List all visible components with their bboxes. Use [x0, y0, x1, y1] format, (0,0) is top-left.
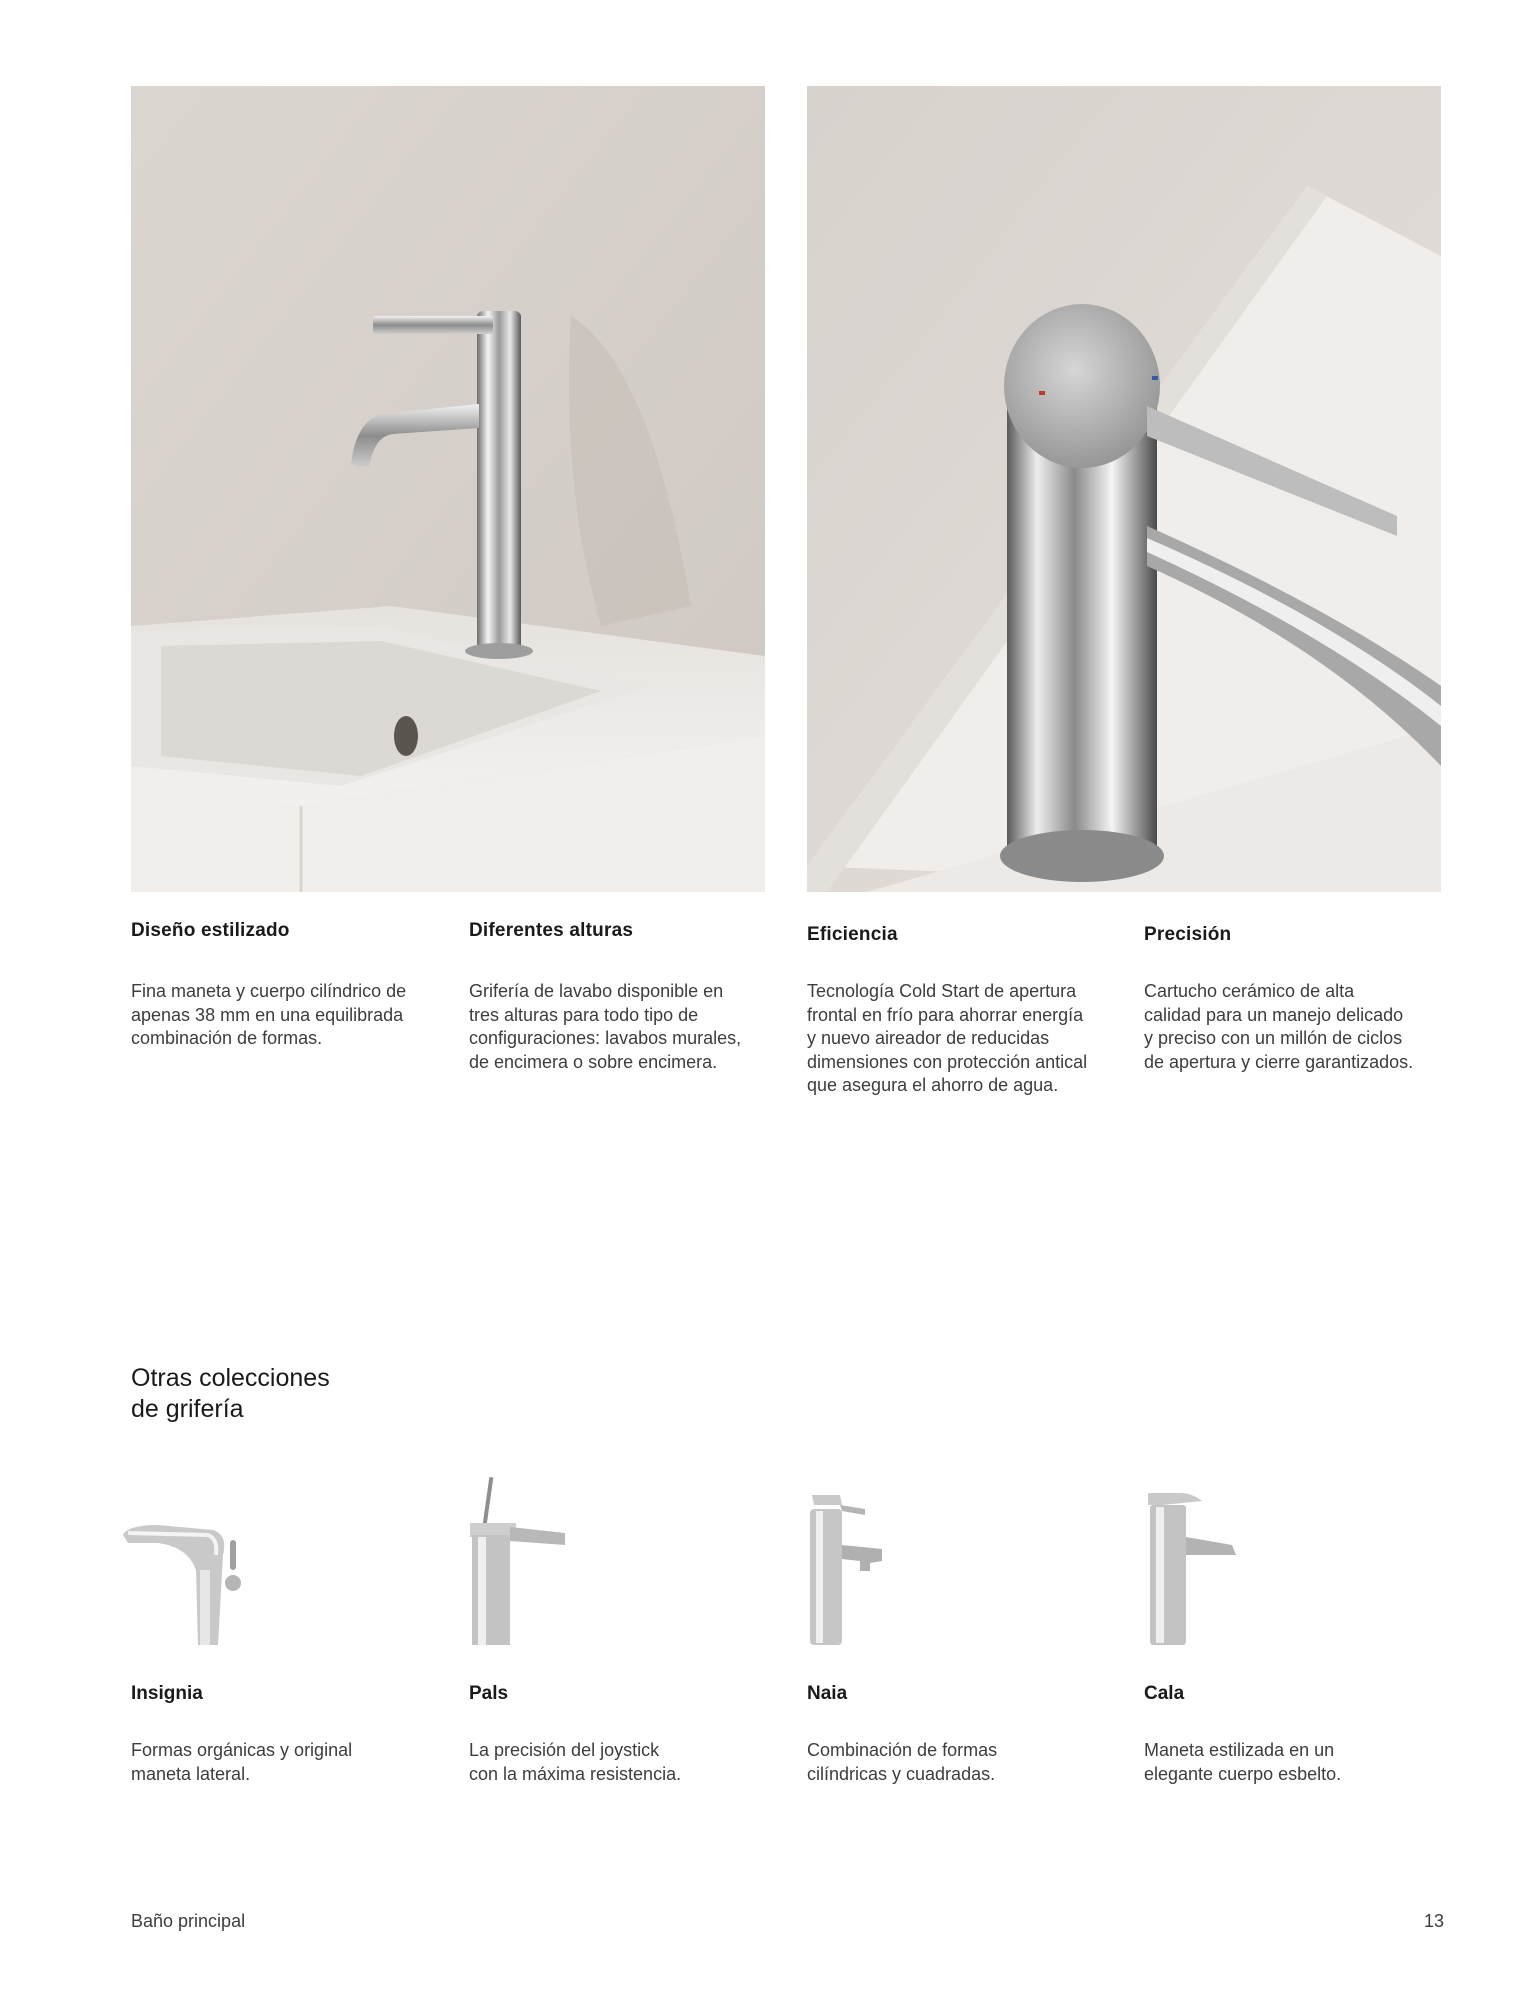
page-number: 13: [1423, 1911, 1444, 1931]
feature-title: Diseño estilizado: [131, 920, 290, 941]
feature-title: Precisión: [1144, 924, 1232, 945]
collection-description: Formas orgánicas y original maneta lateral.: [131, 1740, 353, 1784]
feature-description: Cartucho cerámico de alta calidad para un manejo delicado y preciso con un millón de ciclos de apertura y cierre garantizados.: [1144, 981, 1414, 1072]
collection-description: La precisión del joystick con la máxima resistencia.: [469, 1740, 682, 1784]
feature-title: Eficiencia: [807, 924, 898, 945]
collection-naia: [807, 1683, 1107, 1784]
feature-title: Diferentes alturas: [469, 920, 634, 941]
insignia-tap-image: [118, 1475, 248, 1645]
collection-name: Insignia: [131, 1683, 203, 1704]
collection-cala: [1144, 1683, 1444, 1784]
feature-precision: [1144, 924, 1444, 1072]
pals-tap-image: [460, 1475, 590, 1645]
section-title: Otras colecciones de grifería: [131, 1364, 330, 1423]
collection-insignia: [131, 1683, 431, 1784]
feature-different-heights: [469, 920, 769, 1072]
collection-name: Pals: [469, 1683, 509, 1704]
cala-tap-image: [1140, 1475, 1270, 1645]
feature-description: Tecnología Cold Start de apertura frontal en frío para ahorrar energía y nuevo aireador de reducidas dimensiones con protección antical que asegura el ahorro de agua.: [807, 981, 1088, 1095]
feature-efficiency: [807, 924, 1107, 1095]
naia-tap-image: [800, 1475, 930, 1645]
feature-description: Grifería de lavabo disponible en tres alturas para todo tipo de configuraciones: lavabos murales, de encimera o sobre encimera.: [469, 981, 742, 1072]
collection-name: Naia: [807, 1683, 848, 1704]
collection-description: Combinación de formas cilíndricas y cuadradas.: [807, 1740, 998, 1784]
product-photo-tap-closeup: [807, 86, 1441, 892]
collection-name: Cala: [1144, 1683, 1185, 1704]
footer-section-name: Baño principal: [131, 1911, 246, 1931]
product-photo-slim-tap: [131, 86, 765, 892]
feature-description: Fina maneta y cuerpo cilíndrico de apenas 38 mm en una equilibrada combinación de formas.: [131, 981, 407, 1048]
collection-description: Maneta estilizada en un elegante cuerpo esbelto.: [1144, 1740, 1342, 1784]
feature-stylized-design: [131, 920, 431, 1048]
collection-pals: [469, 1683, 769, 1784]
